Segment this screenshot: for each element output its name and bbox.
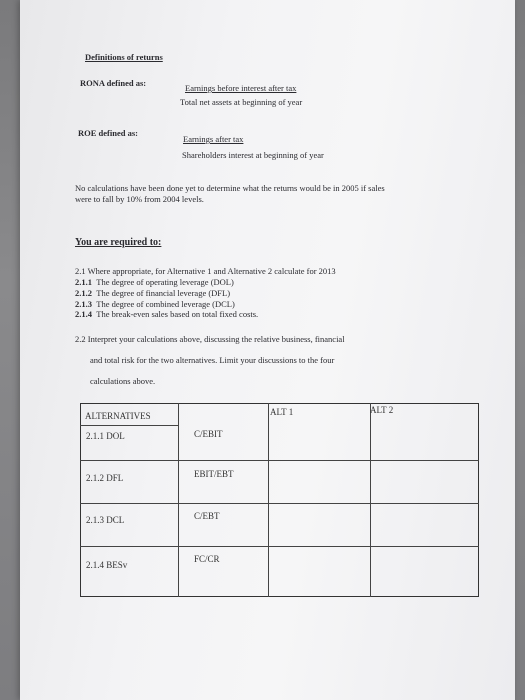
table-row-label: 2.1.2 DFL bbox=[86, 473, 124, 483]
table-row-formula: C/EBT bbox=[194, 511, 220, 521]
q21-item: 2.1.1 The degree of operating leverage (DOL) bbox=[75, 277, 234, 287]
table-row-formula: FC/CR bbox=[194, 554, 220, 564]
table-border bbox=[80, 403, 479, 597]
table-header-alt1: ALT 1 bbox=[270, 407, 294, 417]
table-row-label: 2.1.1 DOL bbox=[86, 431, 125, 441]
table-row-line bbox=[80, 546, 479, 547]
table-row-formula: C/EBIT bbox=[194, 429, 223, 439]
q21-intro: 2.1 Where appropriate, for Alternative 1 and Alternative 2 calculate for 2013 bbox=[75, 266, 336, 276]
rona-numerator: Earnings before interest after tax bbox=[185, 83, 297, 93]
rona-label: RONA defined as: bbox=[80, 78, 147, 88]
table-row-line bbox=[80, 425, 178, 426]
table-header-alt2: ALT 2 bbox=[370, 405, 394, 415]
roe-numerator: Earnings after tax bbox=[183, 134, 244, 144]
roe-denominator: Shareholders interest at beginning of year bbox=[182, 150, 324, 160]
rona-denominator: Total net assets at beginning of year bbox=[180, 97, 303, 107]
roe-label: ROE defined as: bbox=[78, 128, 138, 138]
table-row-line bbox=[80, 503, 479, 504]
page-heading: Definitions of returns bbox=[85, 52, 163, 62]
table-col-line bbox=[268, 403, 269, 597]
q22-line-1: 2.2 Interpret your calculations above, discussing the relative business, financial bbox=[75, 334, 345, 344]
table-col-line bbox=[370, 403, 371, 597]
table-row-label: 2.1.3 DCL bbox=[86, 515, 125, 525]
q22-line-2: and total risk for the two alternatives. Limit your discussions to the four bbox=[90, 355, 335, 365]
q21-item: 2.1.2 The degree of financial leverage (DFL) bbox=[75, 288, 231, 298]
table-row-line bbox=[80, 460, 479, 461]
alternatives-table bbox=[80, 403, 479, 597]
q22-line-3: calculations above. bbox=[90, 376, 156, 386]
document-page bbox=[20, 0, 515, 700]
note-line-1: No calculations have been done yet to determine what the returns would be in 2005 if sales bbox=[75, 183, 385, 193]
note-line-2: were to fall by 10% from 2004 levels. bbox=[75, 194, 204, 204]
required-title: You are required to: bbox=[75, 237, 162, 248]
table-row-formula: EBIT/EBT bbox=[194, 469, 234, 479]
table-row-label: 2.1.4 BESv bbox=[86, 560, 128, 570]
table-col-line bbox=[178, 403, 179, 597]
q21-item: 2.1.4 The break-even sales based on total fixed costs. bbox=[75, 309, 259, 319]
table-header-alternatives: ALTERNATIVES bbox=[85, 411, 151, 421]
q21-item: 2.1.3 The degree of combined leverage (DCL) bbox=[75, 299, 235, 309]
